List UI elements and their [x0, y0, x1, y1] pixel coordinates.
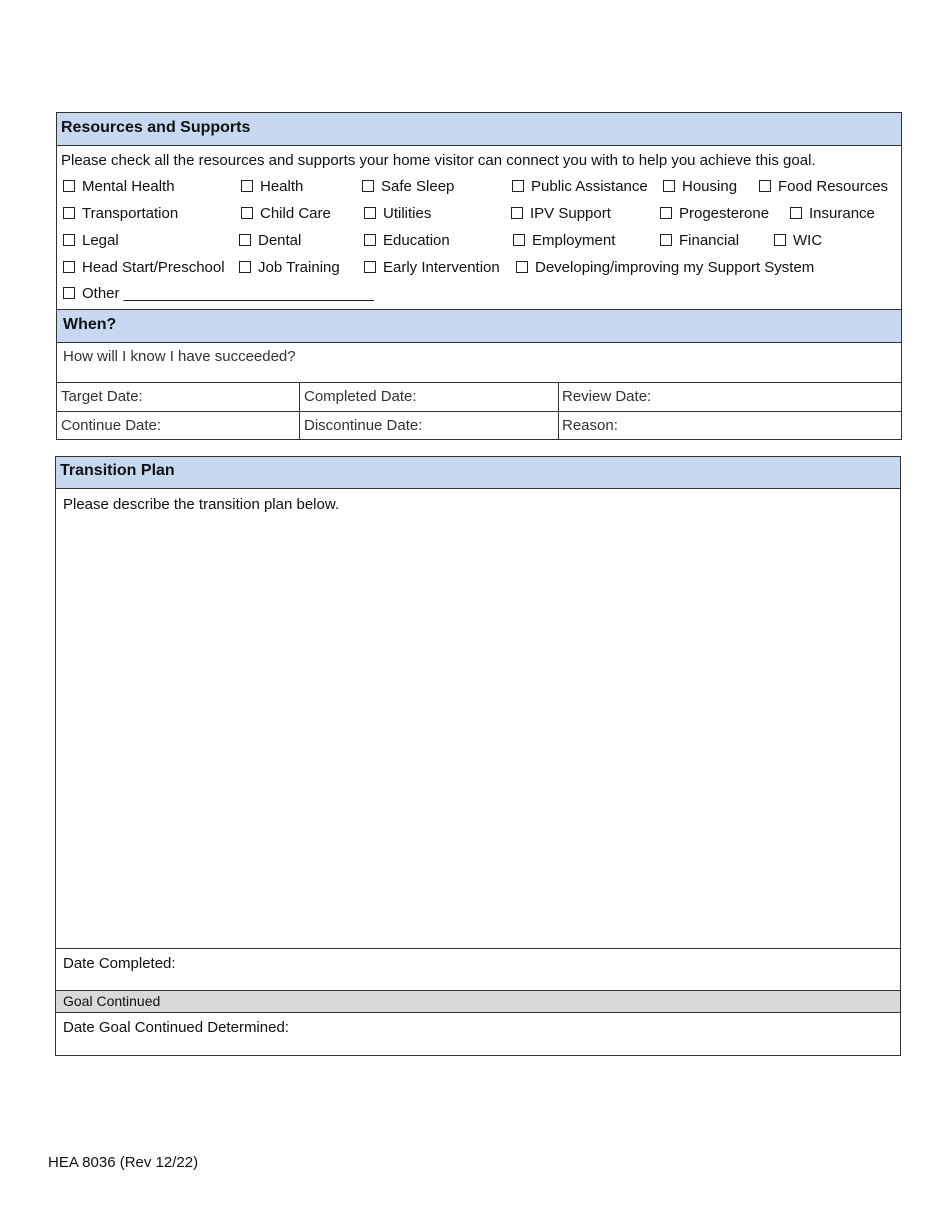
completed-date-field[interactable]: Completed Date: [304, 388, 417, 405]
checkbox-icon[interactable] [660, 234, 672, 246]
checkbox-icon[interactable] [511, 207, 523, 219]
checkbox-public-assistance[interactable]: Public Assistance [512, 178, 648, 195]
checkbox-icon[interactable] [790, 207, 802, 219]
checkbox-ipv-support[interactable]: IPV Support [511, 205, 611, 222]
checkbox-icon[interactable] [362, 180, 374, 192]
checkbox-icon[interactable] [774, 234, 786, 246]
resources-instruction: Please check all the resources and supports your home visitor can connect you with to help you achieve this goal. [61, 152, 816, 169]
transition-instruction: Please describe the transition plan below. [63, 496, 340, 513]
checkbox-icon[interactable] [364, 207, 376, 219]
checkbox-mental-health[interactable]: Mental Health [63, 178, 175, 195]
checkbox-icon[interactable] [63, 261, 75, 273]
transition-plan-textarea[interactable] [56, 489, 900, 948]
checkbox-safe-sleep[interactable]: Safe Sleep [362, 178, 454, 195]
checkbox-icon[interactable] [364, 261, 376, 273]
checkbox-health[interactable]: Health [241, 178, 303, 195]
goal-continued-bar [56, 991, 900, 1012]
checkbox-education[interactable]: Education [364, 232, 450, 249]
checkbox-transportation[interactable]: Transportation [63, 205, 178, 222]
checkbox-icon[interactable] [663, 180, 675, 192]
form-id: HEA 8036 (Rev 12/22) [48, 1154, 199, 1171]
checkbox-other[interactable]: Other ______________________________ [63, 285, 374, 302]
reason-field[interactable]: Reason: [562, 417, 618, 434]
checkbox-icon[interactable] [660, 207, 672, 219]
transition-header [56, 457, 900, 488]
checkbox-icon[interactable] [239, 261, 251, 273]
transition-title: Transition Plan [60, 462, 175, 479]
checkbox-icon[interactable] [241, 180, 253, 192]
checkbox-head-start[interactable]: Head Start/Preschool [63, 259, 225, 276]
checkbox-employment[interactable]: Employment [513, 232, 615, 249]
checkbox-housing[interactable]: Housing [663, 178, 737, 195]
checkbox-job-training[interactable]: Job Training [239, 259, 340, 276]
when-header [57, 310, 901, 342]
checkbox-icon[interactable] [63, 180, 75, 192]
review-date-field[interactable]: Review Date: [562, 388, 652, 405]
checkbox-financial[interactable]: Financial [660, 232, 739, 249]
checkbox-icon[interactable] [63, 287, 75, 299]
target-date-field[interactable]: Target Date: [61, 388, 143, 405]
date-goal-continued-field[interactable]: Date Goal Continued Determined: [63, 1019, 289, 1036]
when-question: How will I know I have succeeded? [63, 348, 296, 365]
checkbox-legal[interactable]: Legal [63, 232, 119, 249]
discontinue-date-field[interactable]: Discontinue Date: [304, 417, 423, 434]
checkbox-icon[interactable] [63, 234, 75, 246]
checkbox-support-system[interactable]: Developing/improving my Support System [516, 259, 814, 276]
checkbox-icon[interactable] [239, 234, 251, 246]
resources-title: Resources and Supports [61, 119, 251, 136]
checkbox-icon[interactable] [512, 180, 524, 192]
checkbox-icon[interactable] [513, 234, 525, 246]
date-completed-field[interactable]: Date Completed: [63, 955, 176, 972]
checkbox-insurance[interactable]: Insurance [790, 205, 875, 222]
checkbox-icon[interactable] [516, 261, 528, 273]
checkbox-early-intervention[interactable]: Early Intervention [364, 259, 500, 276]
checkbox-icon[interactable] [63, 207, 75, 219]
checkbox-progesterone[interactable]: Progesterone [660, 205, 769, 222]
checkbox-child-care[interactable]: Child Care [241, 205, 331, 222]
when-title: When? [63, 316, 117, 333]
continue-date-field[interactable]: Continue Date: [61, 417, 162, 434]
checkbox-icon[interactable] [364, 234, 376, 246]
checkbox-icon[interactable] [759, 180, 771, 192]
checkbox-food-resources[interactable]: Food Resources [759, 178, 888, 195]
checkbox-utilities[interactable]: Utilities [364, 205, 431, 222]
checkbox-wic[interactable]: WIC [774, 232, 822, 249]
goal-continued-label: Goal Continued [63, 993, 161, 1009]
checkbox-dental[interactable]: Dental [239, 232, 301, 249]
checkbox-icon[interactable] [241, 207, 253, 219]
